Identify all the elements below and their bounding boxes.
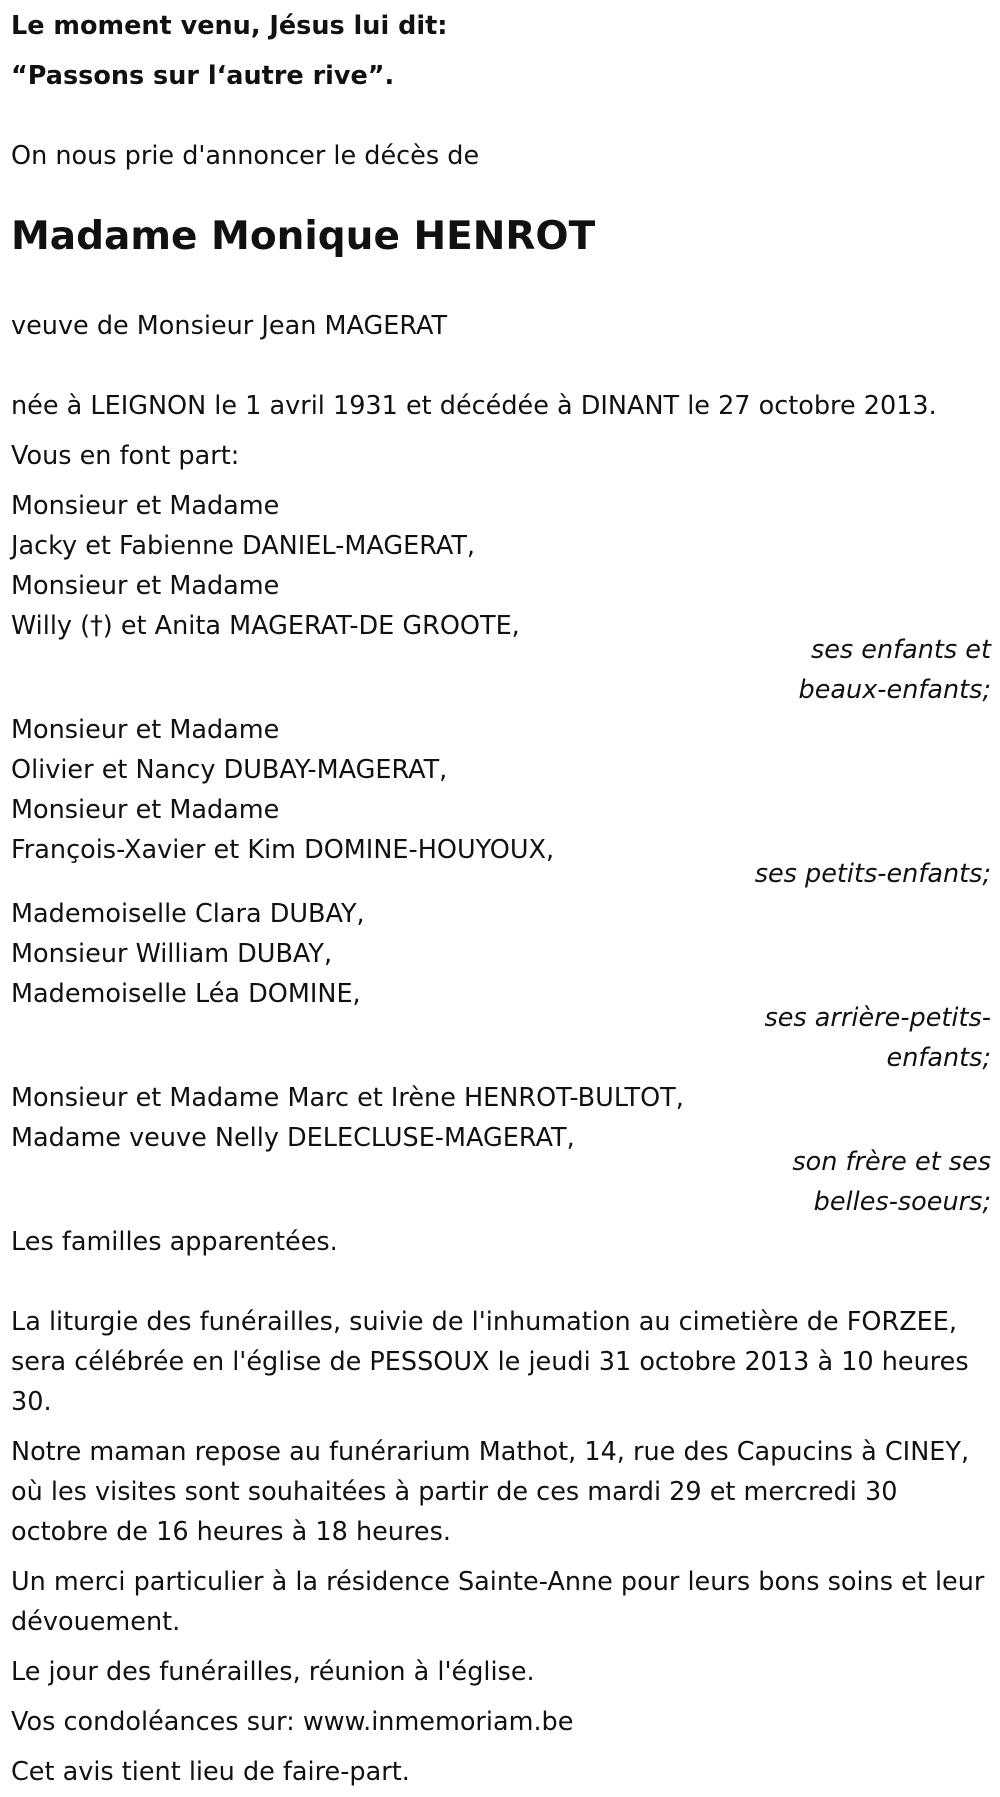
relation-line: ses enfants et: [810, 635, 991, 665]
family-line: Mademoiselle Léa DOMINE,: [11, 979, 361, 1009]
relation-label: [11, 854, 991, 894]
families-text: Les familles apparentées.: [11, 1227, 338, 1257]
intro-text: On nous prie d'annoncer le décès de: [11, 141, 480, 171]
deceased-name: Madame Monique HENROT: [11, 214, 596, 259]
epigraph-line-2: “Passons sur l‘autre rive”.: [11, 61, 395, 91]
family-line: Madame veuve Nelly DELECLUSE-MAGERAT,: [11, 1123, 575, 1153]
announce-text: Vous en font part:: [11, 441, 240, 471]
family-line: Monsieur et Madame: [11, 571, 280, 601]
family-line: Olivier et Nancy DUBAY-MAGERAT,: [11, 755, 448, 785]
thanks-paragraph: Un merci particulier à la résidence Sainte-Anne pour leurs bons soins et leur dévouement.: [11, 1567, 985, 1637]
family-line: Monsieur et Madame: [11, 795, 280, 825]
relation-line: enfants;: [886, 1043, 991, 1073]
family-line: Monsieur et Madame Marc et Irène HENROT-BULTOT,: [11, 1083, 684, 1113]
relation-line: ses petits-enfants;: [754, 859, 991, 889]
family-line: Monsieur et Madame: [11, 715, 280, 745]
family-line: Willy (†) et Anita MAGERAT-DE GROOTE,: [11, 611, 520, 641]
family-line: Monsieur et Madame: [11, 491, 280, 521]
relation-label: [11, 998, 991, 1078]
rest-paragraph: Notre maman repose au funérarium Mathot, 14, rue des Capucins à CINEY, où les visites sont souhaitées à partir de ces mardi 29 et mercredi 30 octobre de 16 heures à 18 heures.: [11, 1437, 970, 1547]
family-line: Mademoiselle Clara DUBAY,: [11, 899, 365, 929]
relation-line: son frère et ses: [792, 1147, 991, 1177]
widow-of: veuve de Monsieur Jean MAGERAT: [11, 311, 448, 341]
funeral-paragraph: La liturgie des funérailles, suivie de l'inhumation au cimetière de FORZEE, sera célébrée en l'église de PESSOUX le jeudi 31 octobre 2013 à 10 heures 30.: [11, 1307, 969, 1417]
epigraph-line-1: Le moment venu, Jésus lui dit:: [11, 11, 448, 41]
condolences-text: Vos condoléances sur: www.inmemoriam.be: [11, 1707, 574, 1737]
meeting-text: Le jour des funérailles, réunion à l'église.: [11, 1657, 535, 1687]
relation-line: belles-soeurs;: [813, 1187, 991, 1217]
relation-line: beaux-enfants;: [798, 675, 991, 705]
family-line: Monsieur William DUBAY,: [11, 939, 333, 969]
relation-label: [11, 630, 991, 710]
notice-text: Cet avis tient lieu de faire-part.: [11, 1757, 410, 1787]
relation-line: ses arrière-petits-: [764, 1003, 991, 1033]
birth-death: née à LEIGNON le 1 avril 1931 et décédée à DINANT le 27 octobre 2013.: [11, 391, 937, 421]
family-line: François-Xavier et Kim DOMINE-HOUYOUX,: [11, 835, 555, 865]
family-line: Jacky et Fabienne DANIEL-MAGERAT,: [11, 531, 476, 561]
relation-label: [11, 1142, 991, 1222]
